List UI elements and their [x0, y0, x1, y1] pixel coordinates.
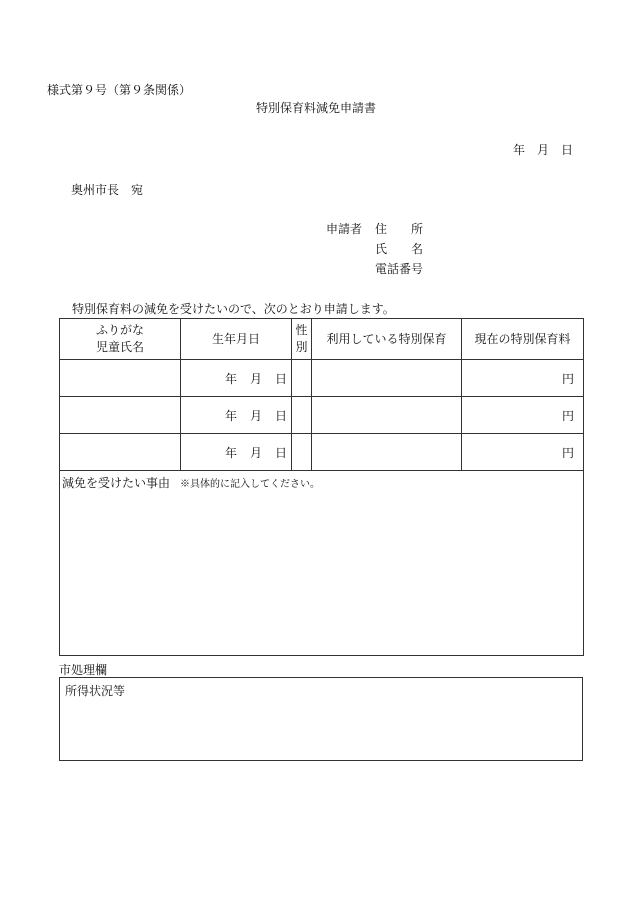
current-fee-cell[interactable] — [462, 434, 584, 471]
reason-cell[interactable] — [60, 471, 584, 656]
intro-text: 特別保育料の減免を受けたいので、次のとおり申請します。 — [72, 302, 395, 316]
birth-month: 月 — [249, 371, 262, 386]
birth-month: 月 — [249, 408, 262, 423]
header-using-care: 利用している特別保育 — [312, 319, 462, 360]
form-title: 特別保育料減免申請書 — [256, 101, 377, 115]
applicant-name-label: 氏 名 — [375, 242, 424, 256]
income-status-label: 所得状況等 — [65, 684, 126, 698]
header-sex — [292, 319, 312, 360]
birthdate-cell[interactable] — [181, 397, 292, 434]
header-name: 児童氏名 — [95, 340, 144, 354]
child-name-cell[interactable] — [60, 360, 181, 397]
using-care-cell[interactable] — [312, 360, 462, 397]
sex-cell[interactable] — [292, 434, 312, 471]
birthdate-cell[interactable] — [181, 360, 292, 397]
header-furigana: ふりがな — [95, 323, 144, 337]
date-year: 年 — [513, 143, 526, 157]
date-month: 月 — [537, 143, 550, 157]
birth-year: 年 — [224, 371, 237, 386]
birth-year: 年 — [224, 445, 237, 460]
date-line — [513, 143, 573, 157]
date-day: 日 — [561, 143, 574, 157]
child-name-cell[interactable] — [60, 434, 181, 471]
table-row — [60, 360, 584, 397]
application-table — [59, 318, 584, 656]
header-sex-2: 別 — [295, 340, 308, 354]
applicant-label: 申請者 — [326, 222, 363, 236]
reason-row — [60, 471, 584, 656]
applicant-phone-label: 電話番号 — [375, 262, 424, 276]
current-fee-cell[interactable] — [462, 360, 584, 397]
using-care-cell[interactable] — [312, 397, 462, 434]
yen-unit: 円 — [561, 408, 574, 423]
yen-unit: 円 — [561, 445, 574, 460]
birth-month: 月 — [249, 445, 262, 460]
header-child-name — [60, 319, 181, 360]
header-current-fee: 現在の特別保育料 — [462, 319, 584, 360]
reason-label: 減免を受けたい事由 — [62, 476, 171, 490]
header-sex-1: 性 — [295, 323, 308, 337]
sex-cell[interactable] — [292, 360, 312, 397]
applicant-address-label: 住 所 — [375, 222, 424, 236]
birth-year: 年 — [224, 408, 237, 423]
birth-day: 日 — [274, 371, 287, 386]
using-care-cell[interactable] — [312, 434, 462, 471]
birthdate-cell[interactable] — [181, 434, 292, 471]
office-use-box — [59, 677, 583, 761]
child-name-cell[interactable] — [60, 397, 181, 434]
current-fee-cell[interactable] — [462, 397, 584, 434]
sex-cell[interactable] — [292, 397, 312, 434]
reason-note: ※具体的に記入してください。 — [180, 479, 321, 490]
yen-unit: 円 — [561, 371, 574, 386]
addressee: 奥州市長 宛 — [71, 183, 144, 197]
table-header-row — [60, 319, 584, 360]
birth-day: 日 — [274, 408, 287, 423]
birth-day: 日 — [274, 445, 287, 460]
table-row — [60, 397, 584, 434]
header-birthdate: 生年月日 — [181, 319, 292, 360]
table-row — [60, 434, 584, 471]
form-number: 様式第９号（第９条関係） — [47, 83, 192, 97]
office-section-label: 市処理欄 — [59, 663, 108, 677]
